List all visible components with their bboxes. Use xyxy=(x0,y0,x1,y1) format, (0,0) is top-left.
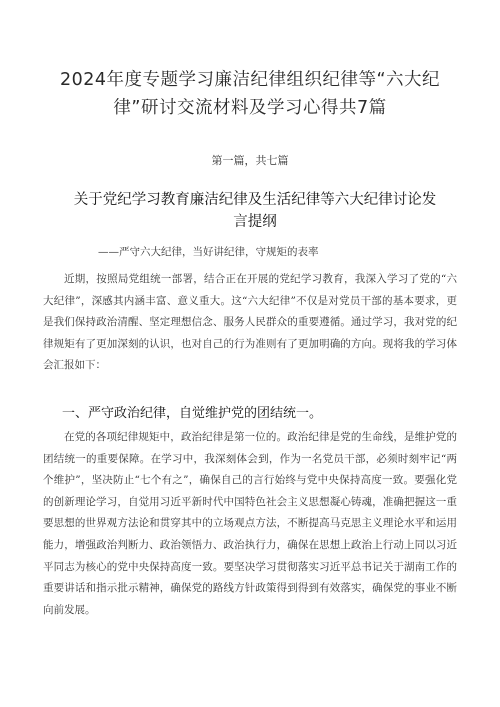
section-title: 关于党纪学习教育廉洁纪律及生活纪律等六大纪律讨论发言提纲 xyxy=(73,192,437,230)
intro-paragraph: 近期，按照局党组统一部署，结合正在开展的党纪学习教育，我深入学习了党的“六大纪律”，深感其内涵丰富、意义重大。这“六大纪律”不仅是对党员干部的基本要求，更是我们保持政治清醒、坚定理想信念、服务人民群众的重要遵循。通过学习，我对党的纪律规矩有了更加深刻的认识，也对自己的行为准则有了更加明确的方向。现将我的学习体会汇报如下： xyxy=(43,273,457,372)
document-title: 2024年度专题学习廉洁纪律组织纪律等“六大纪律”研讨交流材料及学习心得共7篇 xyxy=(59,70,441,118)
heading-political-discipline: 一、严守政治纪律，自觉维护党的团结统一。 xyxy=(62,406,323,421)
body-paragraph: 在党的各项纪律规矩中，政治纪律是第一位的。政治纪律是党的生命线，是维护党的团结统一的重要保障。在学习中，我深刻体会到，作为一名党员干部，必须时刻牢记“两个维护”，坚决防止“七个有之”，确保自己的言行始终与党中央保持高度一致。要强化党的创新理论学习，自觉用习近平新时代中国特色社会主义思想凝心铸魂，准确把握这一重要思想的世界观方法论和贯穿其中的立场观点方法，不断提高马克思主义理论水平和运用能力，增强政治判断力、政治领悟力、政治执行力，确保在思想上政治上行动上同以习近平同志为核心的党中央保持高度一致。要坚决学习贯彻落实习近平总书记关于湖南工作的重要讲话和指示批示精神，确保党的路线方针政策得到得到有效落实，确保党的事业不断向前发展。 xyxy=(43,431,457,616)
chapter-label: 第一篇，共七篇 xyxy=(211,154,289,167)
section-subtitle: ——严守六大纪律，当好讲纪律，守规矩的表率 xyxy=(98,246,319,258)
